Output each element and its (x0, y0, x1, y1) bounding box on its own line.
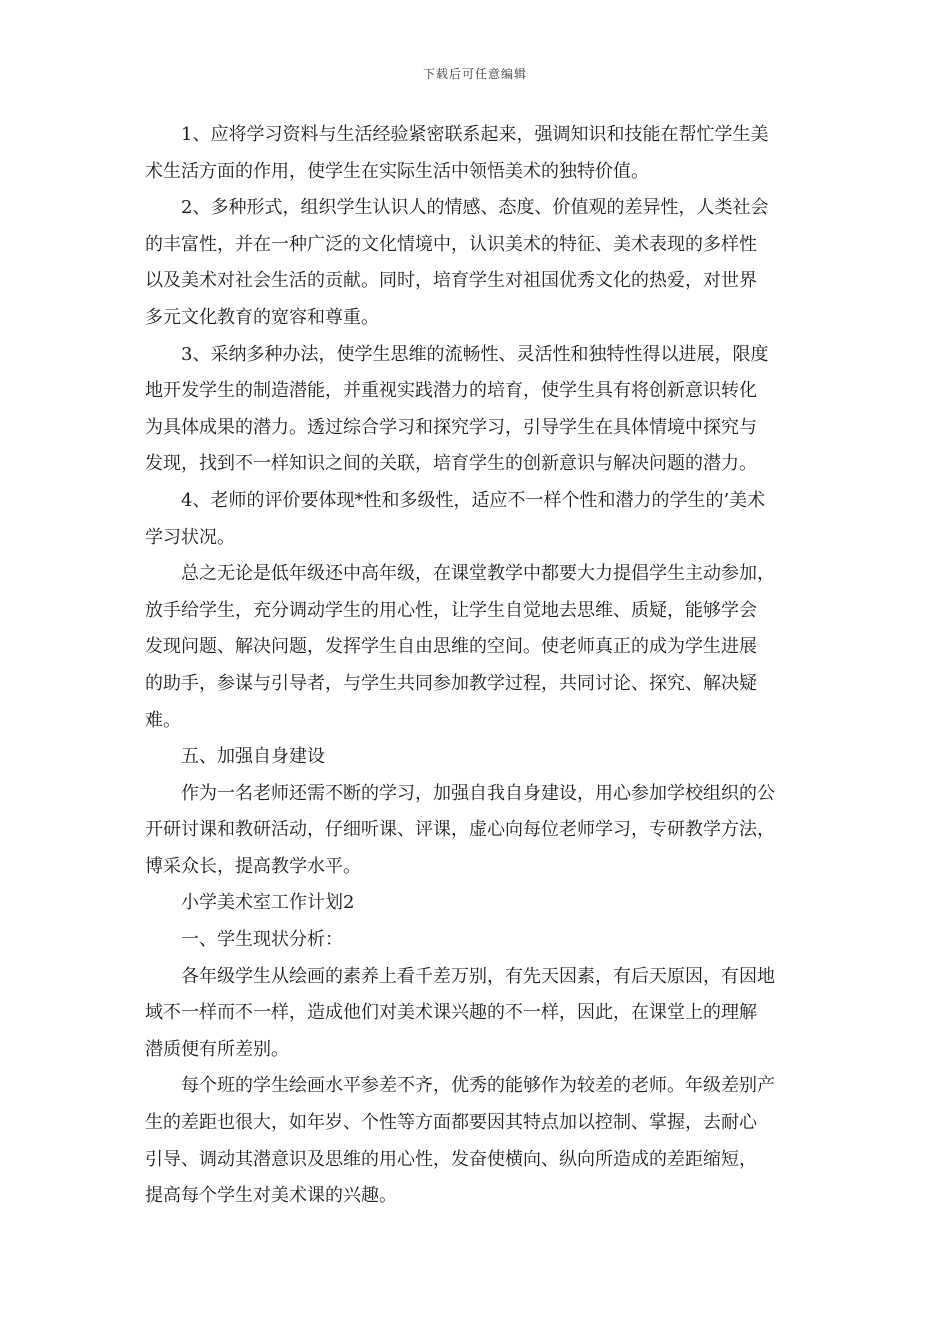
text-line: 的丰富性，并在一种广泛的文化情境中，认识美术的特征、美术表现的多样性 (145, 233, 757, 255)
paragraph (145, 483, 810, 556)
text-line: 发现问题、解决问题，发挥学生自由思维的空间。使老师真正的成为学生进展 (145, 636, 757, 658)
text-line: 2、多种形式，组织学生认识人的情感、态度、价值观的差异性，人类社会 (181, 197, 769, 219)
text-line: 为具体成果的潜力。透过综合学习和探究学习，引导学生在具体情境中探究与 (145, 416, 757, 438)
text-line: 3、采纳多种办法，使学生思维的流畅性、灵活性和独特性得以进展，限度 (181, 343, 769, 365)
text-line: 小学美术室工作计划2 (181, 892, 355, 914)
paragraph (145, 337, 810, 483)
text-line: 地开发学生的制造潜能，并重视实践潜力的培育，使学生具有将创新意识转化 (145, 380, 757, 402)
text-line: 1、应将学习资料与生活经验紧密联系起来，强调知识和技能在帮忙学生美 (181, 124, 769, 145)
text-line: 潜质便有所差别。 (145, 1038, 289, 1060)
paragraph (145, 1068, 810, 1214)
document-body (145, 117, 810, 1215)
text-line: 的助手，参谋与引导者，与学生共同参加教学过程，共同讨论、探究、解决疑 (145, 672, 757, 694)
text-line: 提高每个学生对美术课的兴趣。 (145, 1185, 397, 1207)
text-line: 以及美术对社会生活的贡献。同时，培育学生对祖国优秀文化的热爱，对世界 (145, 270, 757, 292)
text-line: 每个班的学生绘画水平参差不齐，优秀的能够作为较差的老师。年级差别产 (181, 1075, 775, 1097)
text-line: 放手给学生，充分调动学生的用心性，让学生自觉地去思维、质疑，能够学会 (145, 599, 757, 621)
text-line: 开研讨课和教研活动，仔细听课、评课，虚心向每位老师学习，专研教学方法， (145, 819, 775, 841)
text-line: 总之无论是低年级还中高年级，在课堂教学中都要大力提倡学生主动参加， (181, 563, 775, 585)
text-line: 一、学生现状分析： (181, 929, 343, 951)
text-line: 难。 (145, 709, 181, 731)
paragraph (145, 959, 810, 1069)
text-line: 生的差距也很大，如年岁、个性等方面都要因其特点加以控制、掌握，去耐心 (145, 1112, 757, 1134)
text-line: 引导、调动其潜意识及思维的用心性，发奋使横向、纵向所造成的差距缩短， (145, 1148, 757, 1170)
text-line: 术生活方面的作用，使学生在实际生活中领悟美术的独特价值。 (145, 160, 649, 182)
paragraph (145, 190, 810, 336)
paragraph (145, 556, 810, 739)
paragraph (145, 117, 810, 190)
text-line: 4、老师的评价要体现*性和多级性，适应不一样个性和潜力的学生的’美术 (181, 489, 766, 511)
paragraph (145, 885, 810, 922)
text-line: 多元文化教育的宽容和尊重。 (145, 306, 379, 328)
text-line: 五、加强自身建设 (181, 746, 325, 768)
paragraph (145, 739, 810, 776)
text-line: 发现，找到不一样知识之间的关联，培育学生的创新意识与解决问题的潜力。 (145, 453, 757, 475)
page-header: 下载后可任意编辑 (422, 67, 527, 81)
text-line: 域不一样而不一样，造成他们对美术课兴趣的不一样，因此，在课堂上的理解 (145, 1002, 757, 1024)
text-line: 各年级学生从绘画的素养上看千差万别，有先天因素，有后天原因，有因地 (181, 965, 775, 987)
paragraph (145, 922, 810, 959)
text-line: 博采众长，提高教学水平。 (145, 855, 361, 877)
paragraph (145, 776, 810, 886)
text-line: 学习状况。 (145, 526, 235, 548)
text-line: 作为一名老师还需不断的学习，加强自我自身建设，用心参加学校组织的公 (181, 782, 775, 804)
